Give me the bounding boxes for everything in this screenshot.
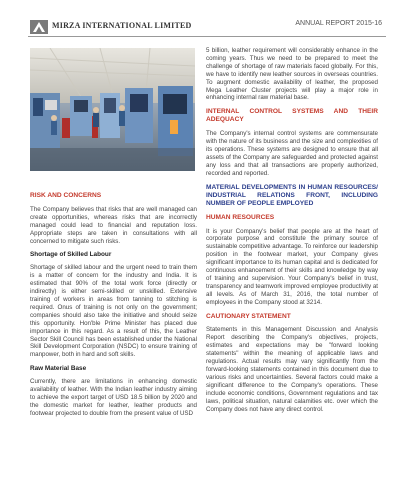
- company-name: MIRZA INTERNATIONAL LIMITED: [52, 21, 192, 30]
- right-column: [206, 47, 378, 418]
- factory-illustration: [30, 48, 195, 171]
- labour-paragraph: Shortage of skilled labour and the urgent need to train them is a matter of concern for the industry and India. It is estimated that 90% of the total work force (directly or indirectly) is either semi-skilled or unskilled. Extensive training of workers in areas from tanning to stitching is required. Onus of training is not only on the government; companies should also take the initiative and should seize this opportunity. Hon'ble Prime Minister has placed due importance in this regard. As a result of this, the Leather Sector Skill Council has been established under the National Skill Development Corporation (NSDC) to ensure training of manpower, both in hard and soft skills.: [30, 264, 197, 359]
- left-column: [30, 192, 197, 423]
- company-logo-icon: [30, 20, 48, 34]
- labour-heading: Shortage of Skilled Labour: [30, 251, 112, 259]
- internal-control-paragraph: The Company's internal control systems are commensurate with the nature of its business and the size and complexities of its operations. These systems are designed to ensure that all assets of the Company are safeguarded and protected against any loss and that all transactions are properly authorized, recorded and reported.: [206, 130, 378, 177]
- internal-control-heading: INTERNAL CONTROL SYSTEMS AND THEIR ADEQUACY: [206, 108, 378, 124]
- hr-developments-heading: MATERIAL DEVELOPMENTS IN HUMAN RESOURCES/ INDUSTRIAL RELATIONS FRONT, INCLUDING NUMBER OF PEOPLE EMPLOYED: [206, 183, 378, 207]
- risk-paragraph: The Company believes that risks that are well managed can create opportunities, whereas risks that are incorrectly managed could lead to financial and reputation loss. Appropriate steps are taken in consultations with all concerned to mitigate such risks.: [30, 205, 197, 245]
- factory-floor-photo: [30, 48, 195, 171]
- raw-material-heading: Raw Material Base: [30, 365, 87, 373]
- continued-paragraph: 5 billion, leather requirement will considerably enhance in the coming years. Thus we need to be prepared to meet the challenge of shortage of raw materials faced globally. For this, we have to identify new leather sources in overseas countries. To augment domestic availability of leather, the proposed Mega Leather Cluster projects will play a major role in enhancing internal raw material base.: [206, 47, 378, 102]
- report-title: ANNUAL REPORT 2015-16: [295, 20, 382, 27]
- raw-material-paragraph: Currently, there are limitations in enhancing domestic availability of leather. With the Indian leather industry aiming to achieve the export target of USD 18.5 billion by 2020 and the domestic market for leather, leather products and footwear projected to double from the present value of USD: [30, 378, 197, 417]
- cautionary-paragraph: Statements in this Management Discussion and Analysis Report describing the Company's objectives, projects, estimates and expectations may be "forward looking statements" within the meaning of applicable laws and regulations. Actual results may vary significantly from the forward-looking statements contained in this document due to various risks and uncertainties. Several factors could make a significant difference to the Company's operations. These include economic conditions, Government regulations and tax laws, political situation, natural calamities etc. over which the Company does not have any direct control.: [206, 326, 378, 413]
- human-resources-paragraph: It is your Company's belief that people are at the heart of corporate purpose and constitute the primary source of sustainable competitive advantage. To reinforce our leadership position in the footwear market, your Company gives significant importance to its human capital and is dedicated for continuous enhancement of their skills and knowledge by way of training and supervision. Your Company's belief in trust, transparency and teamwork improved employee productivity at all levels. As of March 31, 2016, the total number of employees in the Company stood at 3214.: [206, 227, 378, 306]
- human-resources-heading: HUMAN RESOURCES: [206, 213, 275, 221]
- header-divider: [28, 36, 386, 37]
- cautionary-heading: CAUTIONARY STATEMENT: [206, 312, 291, 320]
- risk-heading: RISK AND CONCERNS: [30, 192, 102, 199]
